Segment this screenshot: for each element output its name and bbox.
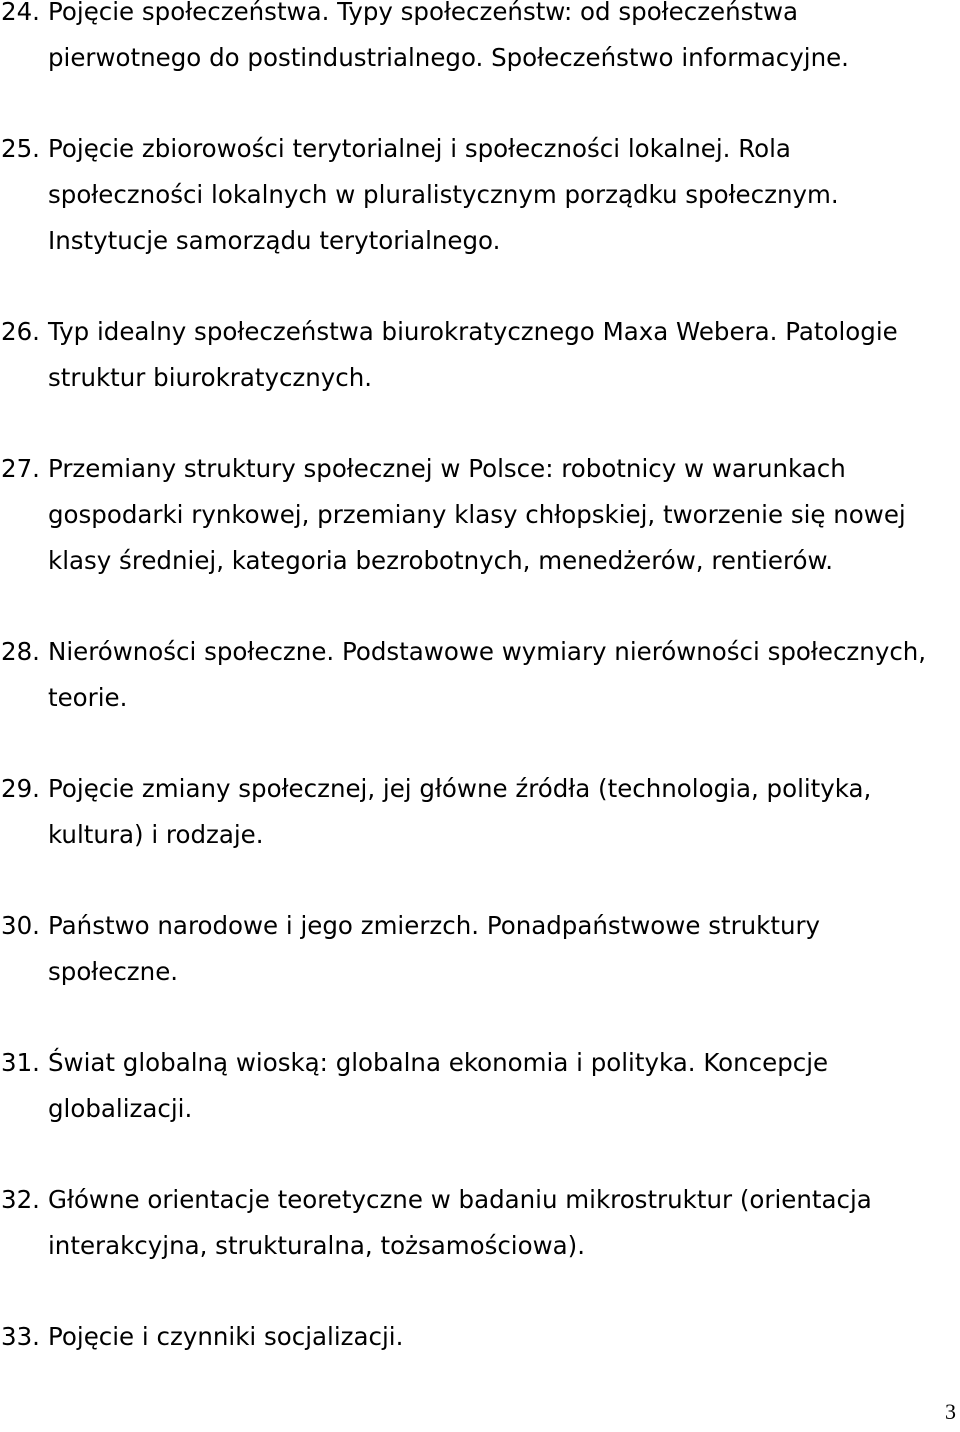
item-text: Pojęcie i czynniki socjalizacji. bbox=[48, 1322, 404, 1351]
page-number: 3 bbox=[945, 1399, 956, 1424]
list-item bbox=[0, 309, 960, 401]
list-item bbox=[0, 126, 960, 264]
item-text: Świat globalną wioską: globalna ekonomia i polityka. Koncepcje globalizacji. bbox=[48, 1048, 829, 1123]
list-item bbox=[0, 1040, 960, 1132]
item-number: 33. bbox=[1, 1322, 40, 1351]
item-number: 31. bbox=[1, 1048, 40, 1077]
item-number: 26. bbox=[1, 317, 40, 346]
item-text: Nierówności społeczne. Podstawowe wymiary nierówności społecznych, teorie. bbox=[48, 637, 927, 712]
item-number: 29. bbox=[1, 774, 40, 803]
item-text: Pojęcie zmiany społecznej, jej główne źródła (technologia, polityka, kultura) i rodzaje. bbox=[48, 774, 872, 849]
item-number: 24. bbox=[1, 0, 40, 26]
item-text: Pojęcie zbiorowości terytorialnej i społeczności lokalnej. Rola społeczności lokalnych w pluralistycznym porządku społecznym. Instytucje samorządu terytorialnego. bbox=[48, 134, 839, 255]
list-item bbox=[0, 446, 960, 584]
list-item bbox=[0, 766, 960, 858]
list-item bbox=[0, 0, 960, 81]
item-text: Typ idealny społeczeństwa biurokratycznego Maxa Webera. Patologie struktur biurokratycznych. bbox=[48, 317, 898, 392]
item-text: Przemiany struktury społecznej w Polsce: robotnicy w warunkach gospodarki rynkowej, przemiany klasy chłopskiej, tworzenie się nowej klasy średniej, kategoria bezrobotnych, menedżerów, rentierów. bbox=[48, 454, 906, 575]
item-number: 25. bbox=[1, 134, 40, 163]
item-text: Państwo narodowe i jego zmierzch. Ponadpaństwowe struktury społeczne. bbox=[48, 911, 821, 986]
item-number: 28. bbox=[1, 637, 40, 666]
item-number: 32. bbox=[1, 1185, 40, 1214]
item-number: 30. bbox=[1, 911, 40, 940]
item-text: Główne orientacje teoretyczne w badaniu mikrostruktur (orientacja interakcyjna, strukturalna, tożsamościowa). bbox=[48, 1185, 872, 1260]
list-item bbox=[0, 1314, 960, 1360]
list-item bbox=[0, 903, 960, 995]
item-number: 27. bbox=[1, 454, 40, 483]
list-item bbox=[0, 629, 960, 721]
item-text: Pojęcie społeczeństwa. Typy społeczeństw: od społeczeństwa pierwotnego do postindustrialnego. Społeczeństwo informacyjne. bbox=[48, 0, 849, 72]
list-item bbox=[0, 1177, 960, 1269]
